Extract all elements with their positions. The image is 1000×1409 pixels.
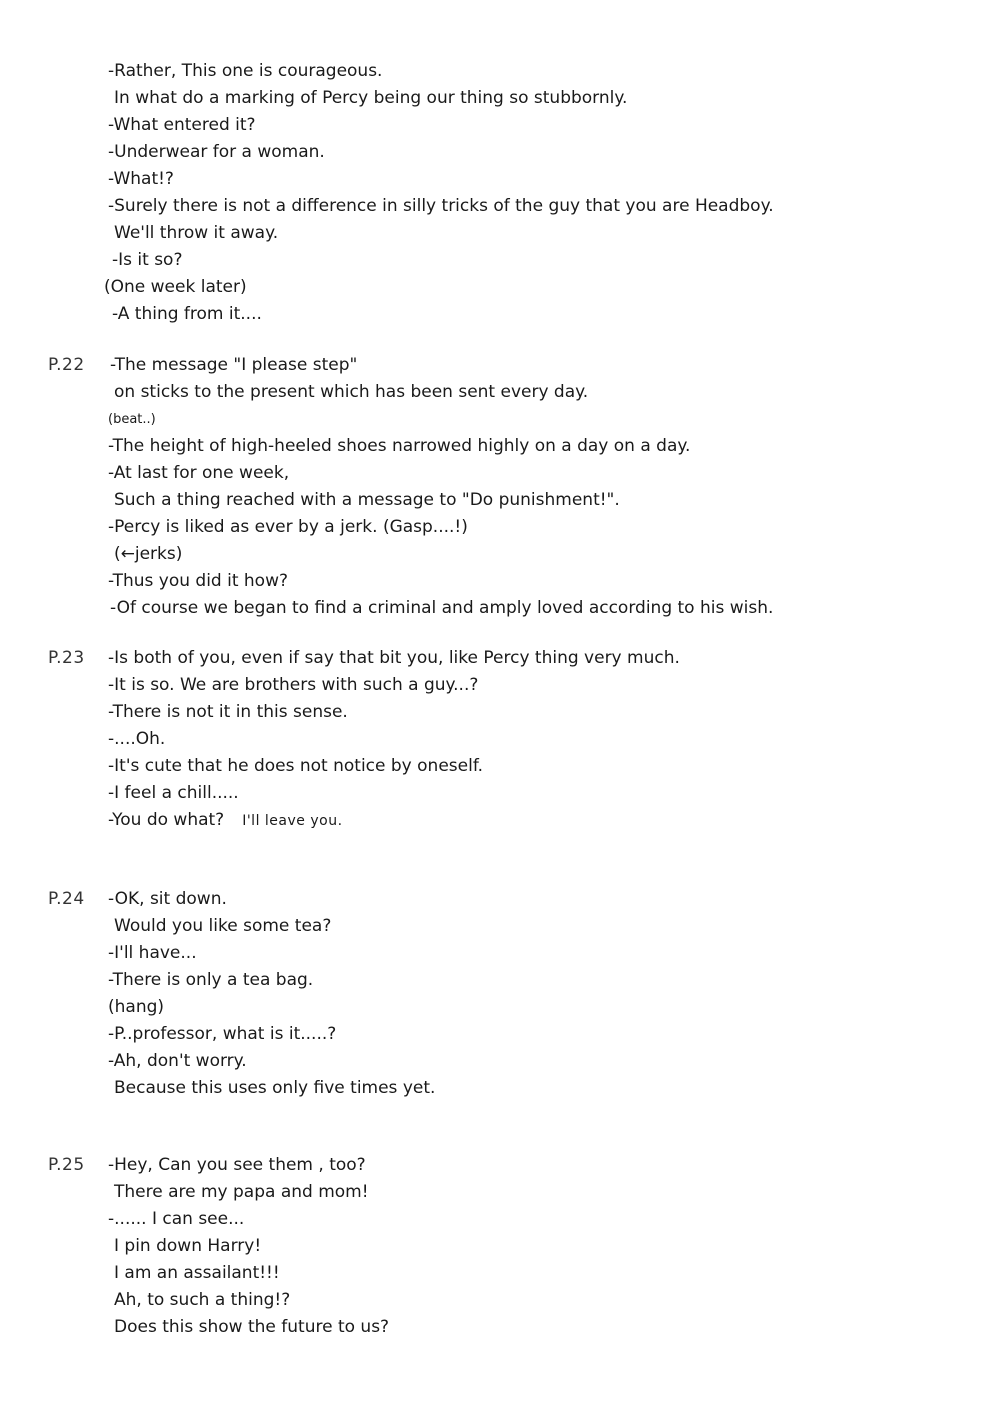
script-line: -Is both of you, even if say that bit you, like Percy thing very much. [108, 648, 680, 668]
script-line: -I'll have... [108, 943, 197, 963]
section-p24-lines [0, 886, 1000, 1102]
script-line-with-aside [108, 807, 1000, 834]
script-line: -The height of high-heeled shoes narrowed highly on a day on a day. [108, 436, 691, 456]
page-number-label: P.22 [48, 355, 85, 375]
script-line: -...... I can see... [108, 1209, 245, 1229]
script-line: on sticks to the present which has been sent every day. [114, 382, 589, 402]
script-line: -OK, sit down. [108, 889, 227, 909]
script-line: -Of course we began to find a criminal and amply loved according to his wish. [110, 598, 774, 618]
script-line: We'll throw it away. [114, 223, 279, 243]
section-p23-lines [0, 645, 1000, 834]
script-line: -It is so. We are brothers with such a guy...? [108, 675, 479, 695]
section-p22-lines [0, 352, 1000, 622]
script-line: In what do a marking of Percy being our thing so stubbornly. [114, 88, 628, 108]
script-line: -A thing from it.... [112, 304, 262, 324]
script-line: Does this show the future to us? [114, 1317, 390, 1337]
script-line: -There is only a tea bag. [108, 970, 314, 990]
stage-direction: (←jerks) [114, 544, 183, 564]
script-line: -Surely there is not a difference in silly tricks of the guy that you are Headboy. [108, 196, 774, 216]
stage-direction: (One week later) [104, 277, 247, 297]
script-line: -Underwear for a woman. [108, 142, 325, 162]
script-line: -Is it so? [112, 250, 183, 270]
script-line: -Ah, don't worry. [108, 1051, 247, 1071]
script-line: -Thus you did it how? [108, 571, 289, 591]
script-line: I am an assailant!!! [114, 1263, 280, 1283]
script-line: -P..professor, what is it.....? [108, 1024, 337, 1044]
page-number-label: P.24 [48, 889, 85, 909]
page-number-label: P.23 [48, 648, 85, 668]
section-p25-lines [0, 1152, 1000, 1341]
script-line: Ah, to such a thing!? [114, 1290, 291, 1310]
script-line: -Hey, Can you see them , too? [108, 1155, 366, 1175]
stage-direction: (beat..) [108, 412, 156, 427]
script-line: -It's cute that he does not notice by oneself. [108, 756, 483, 776]
script-line: Would you like some tea? [114, 916, 332, 936]
script-line: There are my papa and mom! [114, 1182, 369, 1202]
script-line: -What entered it? [108, 115, 256, 135]
page-number-label: P.25 [48, 1155, 85, 1175]
script-line: -The message "I please step" [110, 355, 358, 375]
stage-direction: (hang) [108, 997, 165, 1017]
script-line: Such a thing reached with a message to "Do punishment!". [114, 490, 620, 510]
script-line: Because this uses only five times yet. [114, 1078, 436, 1098]
script-line: -....Oh. [108, 729, 166, 749]
script-line: -I feel a chill..... [108, 783, 239, 803]
script-line: -At last for one week, [108, 463, 290, 483]
script-line: -There is not it in this sense. [108, 702, 348, 722]
script-line: -What!? [108, 169, 174, 189]
script-line: -Percy is liked as ever by a jerk. (Gasp....!) [108, 517, 468, 537]
aside-note: I'll leave you. [242, 813, 343, 829]
script-line-text: -You do what? [108, 810, 225, 830]
section-intro-lines [0, 58, 1000, 328]
script-line: -Rather, This one is courageous. [108, 61, 383, 81]
script-line: I pin down Harry! [114, 1236, 262, 1256]
